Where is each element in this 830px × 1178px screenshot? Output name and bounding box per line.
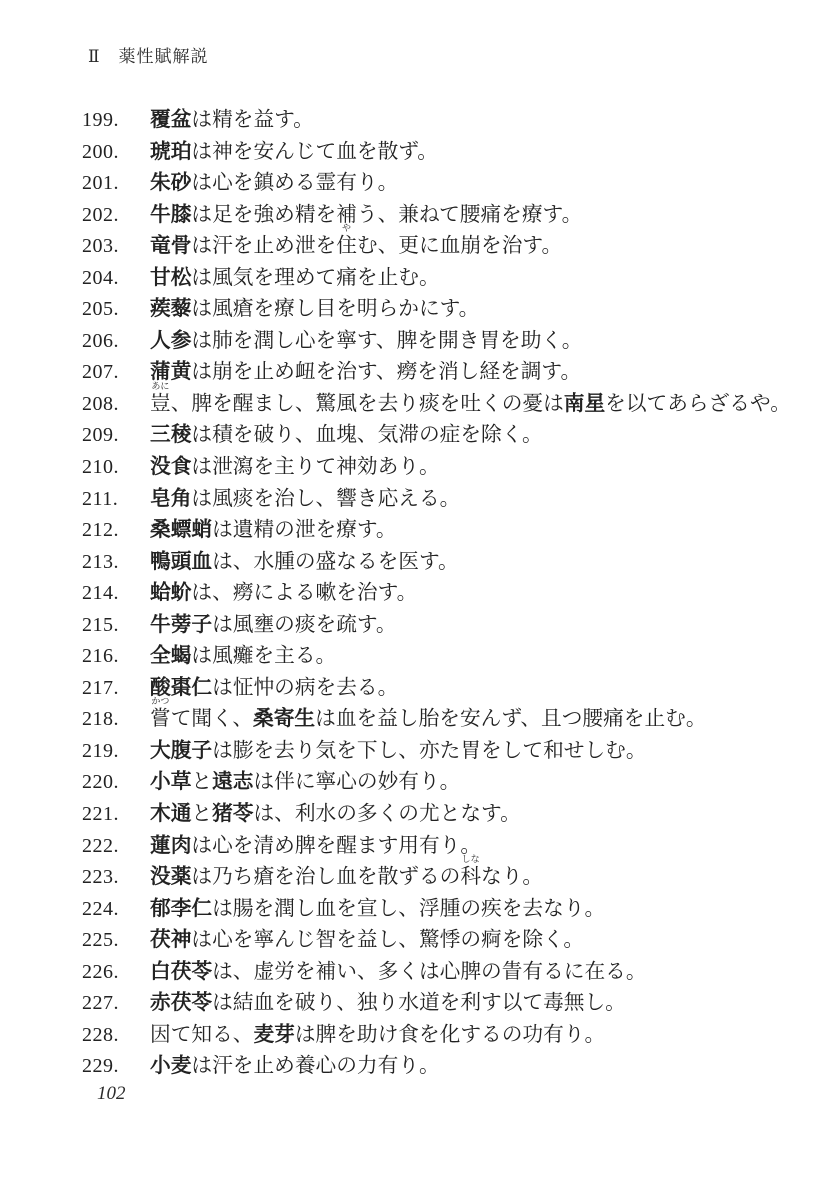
page-number: 102: [97, 1083, 126, 1104]
item-text-run: は遺精の泄を療す。: [212, 519, 397, 542]
list-item: [0, 643, 830, 675]
item-list: [0, 107, 830, 1085]
list-item: [0, 1022, 830, 1054]
item-number: 200.: [82, 140, 119, 163]
item-text-run: は怔忡の病を去る。: [212, 676, 399, 699]
item-text-run: は心を清め脾を醒ます用有り。: [191, 834, 482, 857]
item-number: 211.: [82, 487, 119, 510]
drug-name: 蓮肉: [150, 834, 192, 857]
item-text: [150, 517, 397, 544]
item-text: [150, 769, 460, 796]
list-item: [0, 380, 830, 423]
item-text: [150, 612, 397, 639]
item-number: 207.: [82, 361, 119, 384]
item-text-run: は腸を潤し血を宣し、浮腫の疾を去なり。: [212, 897, 606, 920]
item-number: 223.: [82, 866, 119, 889]
drug-name: 蒺藜: [150, 298, 192, 321]
drug-name: 竜骨: [150, 235, 192, 258]
item-text-run: は肺を潤し心を寧す、脾を開き胃を助く。: [191, 329, 583, 352]
item-text: [150, 422, 543, 449]
item-text-run: む、更に血崩を治す。: [356, 235, 563, 258]
item-text-run: は汗を止め養心の力有り。: [191, 1055, 440, 1078]
item-text-run: は風癱を主る。: [191, 645, 337, 668]
item-text: [150, 896, 605, 923]
list-item: [0, 990, 830, 1022]
item-text-run: は乃ち瘡を治し血を散ずるの: [191, 866, 461, 889]
list-item: [0, 202, 830, 234]
list-item: [0, 139, 830, 171]
item-text: [150, 265, 440, 292]
item-number: 214.: [82, 582, 119, 605]
ruby-text: や: [342, 223, 352, 234]
ruby-base: 科 しな: [460, 854, 482, 889]
drug-name: 大腹子: [150, 739, 213, 762]
list-item: [0, 549, 830, 581]
item-number: 203.: [82, 235, 119, 258]
drug-name: 遠志: [212, 771, 254, 794]
item-text: [150, 549, 459, 576]
drug-name: 没薬: [150, 866, 192, 889]
item-text-run: は風瘡を療し目を明らかにす。: [191, 298, 480, 321]
item-text: [150, 202, 582, 229]
list-item: [0, 738, 830, 770]
item-text: [150, 380, 791, 418]
item-text-run: は足を強め精を補う、兼ねて腰痛を療す。: [191, 203, 583, 226]
drug-name: 没食: [150, 456, 192, 479]
drug-name: 木通: [150, 803, 192, 826]
item-text-run: 因て知る、: [150, 1023, 254, 1046]
item-number: 219.: [82, 739, 119, 762]
item-number: 213.: [82, 550, 119, 573]
drug-name: 甘松: [150, 266, 192, 289]
item-text-run: を以てあらざるや。: [605, 392, 791, 415]
list-item: [0, 801, 830, 833]
item-text-run: は、癆による嗽を治す。: [191, 582, 418, 605]
drug-name: 琥珀: [150, 140, 192, 163]
item-text: [150, 675, 398, 702]
list-item: [0, 328, 830, 360]
item-text-run: と: [191, 803, 213, 826]
list-item: [0, 1053, 830, 1085]
ruby-text: あに: [151, 380, 170, 391]
drug-name: 三稜: [150, 424, 192, 447]
item-text-run: は積を破り、血塊、気滞の症を除く。: [191, 424, 543, 447]
ruby-base: 住 や: [336, 223, 357, 258]
drug-name: 蛤蚧: [150, 582, 192, 605]
item-number: 220.: [82, 771, 119, 794]
item-text: [150, 223, 563, 260]
list-item: [0, 769, 830, 801]
item-text: [150, 359, 581, 386]
item-text-run: は汗を止め泄を: [191, 235, 337, 258]
drug-name: 郁李仁: [150, 897, 213, 920]
list-item: [0, 833, 830, 865]
item-number: 226.: [82, 960, 119, 983]
drug-name: 猪苓: [212, 803, 254, 826]
item-number: 228.: [82, 1023, 119, 1046]
item-text: [150, 990, 626, 1017]
drug-name: 蒲黄: [150, 361, 192, 384]
drug-name: 全蝎: [150, 645, 192, 668]
list-item: [0, 612, 830, 644]
item-text: [150, 854, 544, 891]
item-text: [150, 486, 460, 513]
page-header: Ⅱ 薬性賦解説: [88, 47, 209, 66]
item-number: 202.: [82, 203, 119, 226]
drug-name: 朱砂: [150, 172, 192, 195]
list-item: [0, 422, 830, 454]
item-text: [150, 959, 647, 986]
item-text: [150, 1022, 605, 1049]
drug-name: 小草: [150, 771, 192, 794]
item-text-run: て聞く、: [170, 708, 254, 731]
list-item: [0, 265, 830, 297]
drug-name: 酸棗仁: [150, 676, 213, 699]
list-item: [0, 170, 830, 202]
item-number: 205.: [82, 298, 119, 321]
drug-name: 牛膝: [150, 203, 192, 226]
item-number: 229.: [82, 1055, 119, 1078]
item-text: [150, 927, 584, 954]
drug-name: 鴨頭血: [150, 550, 213, 573]
ruby-base: 豈 あに: [150, 380, 171, 415]
item-text: [150, 580, 417, 607]
drug-name: 麦芽: [253, 1023, 295, 1046]
drug-name: 白茯苓: [150, 960, 213, 983]
item-text: [150, 454, 440, 481]
item-text-run: は心を寧んじ智を益し、驚悸の痾を除く。: [191, 929, 585, 952]
item-text-run: は脾を助け食を化するの功有り。: [294, 1023, 606, 1046]
ruby-text: しな: [461, 854, 480, 865]
item-text-run: は血を益し胎を安んず、且つ腰痛を止む。: [315, 708, 707, 731]
drug-name: 南星: [563, 392, 606, 415]
item-number: 209.: [82, 424, 119, 447]
list-item: [0, 454, 830, 486]
list-item: [0, 675, 830, 707]
item-number: 227.: [82, 992, 119, 1015]
item-text-run: は膨を去り気を下し、亦た胃をして和せしむ。: [212, 739, 647, 762]
item-text-run: 、脾を醒まし、驚風を去り痰を吐くの憂は: [170, 392, 564, 415]
drug-name: 茯神: [150, 929, 192, 952]
item-text-run: は伴に寧心の妙有り。: [253, 771, 461, 794]
item-text: [150, 1053, 440, 1080]
ruby-text: かつ: [151, 696, 170, 707]
drug-name: 覆盆: [150, 109, 192, 131]
list-item: [0, 580, 830, 612]
item-text-run: は風壅の痰を疏す。: [212, 613, 397, 636]
item-text-run: は精を益す。: [191, 109, 314, 131]
ruby-base: 嘗 かつ: [150, 696, 171, 731]
item-number: 199.: [82, 109, 119, 131]
list-item: [0, 696, 830, 738]
item-text: [150, 328, 582, 355]
item-text-run: は、虚労を補い、多くは心脾の眚有るに在る。: [212, 960, 647, 983]
item-text-run: は崩を止め衄を治す、癆を消し経を調す。: [191, 361, 582, 384]
item-text: [150, 833, 481, 860]
list-item: [0, 223, 830, 265]
list-item: [0, 296, 830, 328]
item-text-run: は、水腫の盛なるを医す。: [212, 550, 459, 573]
drug-name: 桑螵蛸: [150, 519, 213, 542]
item-number: 216.: [82, 645, 119, 668]
item-text: [150, 801, 521, 828]
item-text-run: は、利水の多くの尤となす。: [253, 803, 521, 826]
item-number: 217.: [82, 676, 119, 699]
item-number: 225.: [82, 929, 119, 952]
item-text: [150, 696, 707, 733]
item-number: 206.: [82, 329, 119, 352]
list-item: [0, 486, 830, 518]
drug-name: 牛蒡子: [150, 613, 213, 636]
drug-name: 桑寄生: [253, 708, 316, 731]
item-number: 224.: [82, 897, 119, 920]
drug-name: 皂角: [150, 487, 192, 510]
drug-name: 小麦: [150, 1055, 192, 1078]
item-number: 212.: [82, 519, 119, 542]
item-text-run: は風痰を治し、響き応える。: [191, 487, 461, 510]
item-number: 218.: [82, 708, 119, 731]
item-text: [150, 643, 336, 670]
item-text: [150, 296, 479, 323]
list-item: [0, 854, 830, 896]
item-text-run: は神を安んじて血を散ず。: [191, 140, 438, 163]
item-text-run: は結血を破り、独り水道を利す以て毒無し。: [212, 992, 626, 1015]
item-text-run: は泄瀉を主りて神効あり。: [191, 456, 440, 479]
list-item: [0, 517, 830, 549]
item-text: [150, 738, 647, 765]
item-number: 201.: [82, 172, 119, 195]
item-text-run: は心を鎮める霊有り。: [191, 172, 399, 195]
drug-name: 人参: [150, 329, 192, 352]
item-text: [150, 107, 314, 134]
item-text-run: と: [191, 771, 213, 794]
item-number: 204.: [82, 266, 119, 289]
list-item: [0, 359, 830, 391]
item-number: 215.: [82, 613, 119, 636]
list-item: [0, 959, 830, 991]
list-item: [0, 107, 830, 139]
drug-name: 赤茯苓: [150, 992, 213, 1015]
item-text-run: なり。: [481, 866, 544, 889]
item-text: [150, 170, 398, 197]
list-item: [0, 927, 830, 959]
item-number: 221.: [82, 803, 119, 826]
list-item: [0, 896, 830, 928]
item-text-run: は風気を理めて痛を止む。: [191, 266, 440, 289]
item-number: 222.: [82, 834, 119, 857]
item-number: 208.: [82, 392, 119, 415]
item-number: 210.: [82, 456, 119, 479]
item-text: [150, 139, 438, 166]
